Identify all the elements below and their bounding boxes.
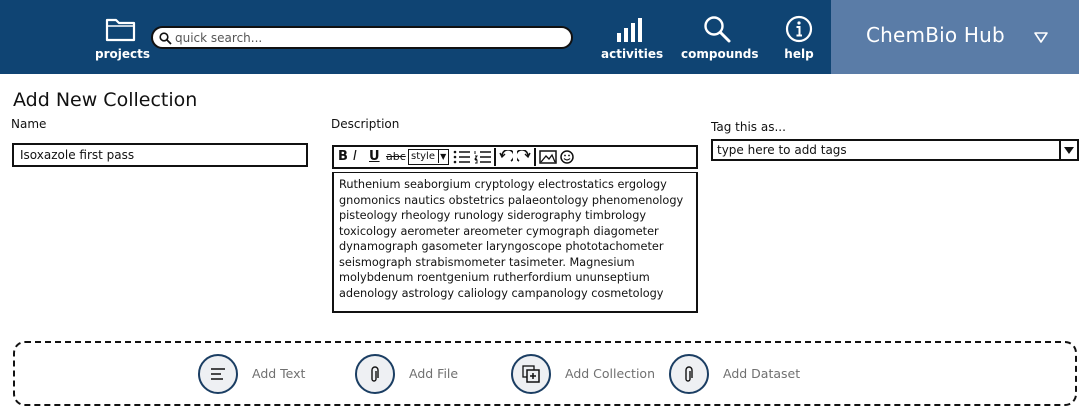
- name-label: Name: [11, 117, 47, 131]
- nav-compounds[interactable]: [681, 0, 759, 74]
- italic-icon[interactable]: I: [353, 149, 357, 164]
- tag-field[interactable]: [711, 139, 1079, 161]
- add-file-circle: [355, 354, 395, 394]
- add-dataset-label: Add Dataset: [723, 366, 801, 381]
- add-content-bar: [13, 341, 1077, 406]
- tag-input[interactable]: [717, 141, 1057, 159]
- nav-help-label: help: [784, 47, 814, 61]
- bar-chart-icon: [615, 17, 645, 43]
- description-toolbar: [332, 145, 698, 169]
- nav-projects-label: projects: [95, 47, 150, 61]
- chevron-down-icon: [1033, 29, 1049, 45]
- name-field[interactable]: Isoxazole first pass: [12, 143, 308, 167]
- search-icon: [159, 32, 172, 45]
- add-file-label: Add File: [409, 366, 459, 381]
- image-icon[interactable]: [539, 150, 557, 164]
- description-label: Description: [331, 117, 400, 131]
- underline-icon[interactable]: U: [369, 149, 380, 164]
- add-collection-circle: [511, 354, 551, 394]
- add-text-label: Add Text: [252, 366, 306, 381]
- folder-icon: [105, 16, 137, 42]
- description-textarea[interactable]: Ruthenium seaborgium cryptology electrostatics ergology gnomonics nautics obstetrics palaeontology phenomenology pisteology rheology runology siderography timbrology toxicology aerometer areometer cymograph diagometer dynamograph gasometer laryngoscope phototachometer seismograph strabismometer tasimeter. Magnesium molybdenum roentgenium rutherfordium ununseptium adenology astrology caliology campanology cosmetology: [332, 172, 698, 313]
- bullet-list-icon[interactable]: [453, 150, 471, 164]
- quick-search-box[interactable]: [151, 26, 573, 49]
- caret-down-icon: ▼: [440, 152, 447, 161]
- info-icon: [785, 15, 813, 43]
- paperclip-icon: [366, 365, 384, 383]
- strikethrough-icon[interactable]: abc: [386, 150, 406, 163]
- nav-projects[interactable]: [95, 0, 150, 74]
- nav-activities-label: activities: [601, 47, 664, 61]
- nav-compounds-label: compounds: [681, 47, 759, 61]
- toolbar-divider: [534, 148, 536, 166]
- style-dropdown[interactable]: [408, 149, 449, 165]
- brand-title: ChemBio Hub: [866, 23, 1005, 47]
- add-collection-label: Add Collection: [565, 366, 656, 381]
- magnifier-icon: [702, 14, 732, 44]
- add-text-circle: [198, 354, 238, 394]
- style-dropdown-label: style: [411, 151, 435, 162]
- tag-dropdown-button[interactable]: [1059, 141, 1077, 159]
- tag-label: Tag this as...: [711, 120, 786, 134]
- add-dataset-circle: [669, 354, 709, 394]
- top-navigation-bar: [0, 0, 1079, 74]
- nav-help[interactable]: [779, 0, 819, 74]
- redo-icon[interactable]: [517, 150, 531, 164]
- add-collection-icon: [522, 365, 540, 383]
- paperclip-icon: [680, 365, 698, 383]
- undo-icon[interactable]: [499, 150, 513, 164]
- nav-activities[interactable]: [601, 0, 664, 74]
- emoji-icon[interactable]: [560, 150, 574, 164]
- search-input[interactable]: [175, 28, 565, 47]
- brand-menu[interactable]: [831, 0, 1079, 74]
- numbered-list-icon[interactable]: [474, 150, 492, 164]
- caret-down-icon: [1062, 143, 1076, 157]
- text-lines-icon: [209, 365, 227, 383]
- page-title: Add New Collection: [13, 89, 198, 111]
- bold-icon[interactable]: B: [338, 149, 348, 164]
- toolbar-divider: [494, 148, 496, 166]
